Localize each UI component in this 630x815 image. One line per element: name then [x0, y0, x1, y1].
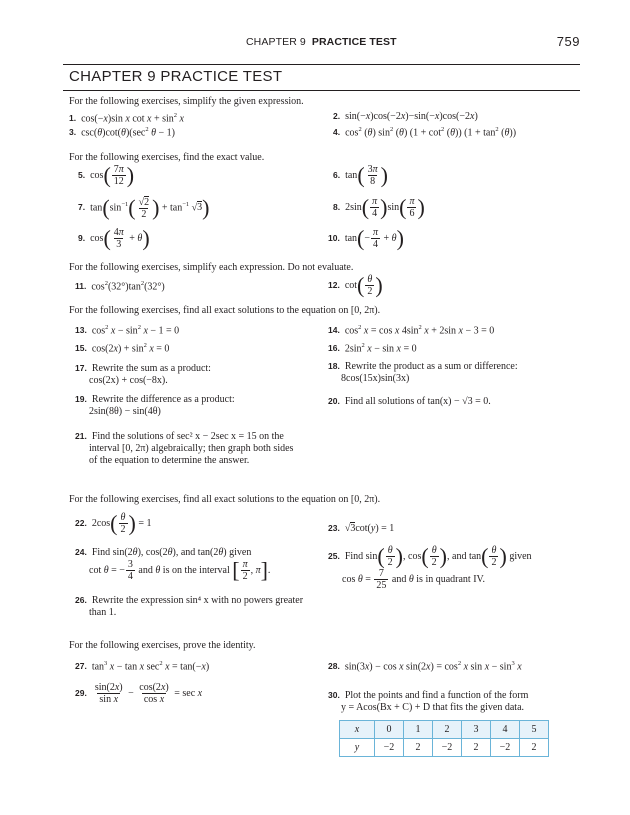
exercise-3: 3. $\csc(\theta)\cot(\theta)(\sec^2$ θ − 1) — [69, 126, 176, 139]
exercise-4: 4. $\cos^2 (\theta)$ $\sin^2 (\theta) (1 + \cot^2 (\theta)) (1 + \tan^2 (\theta))$ — [333, 126, 517, 139]
exercise-24: 24. Find sin(2θ), cos(2θ), and tan(2θ) given cot θ = − $\frac{3}{4}$ and θ is on the interval [ $\frac{\pi}{2}$ , π]. — [75, 547, 271, 583]
section-label: PRACTICE TEST — [311, 36, 397, 48]
exercise-23: 23. √3cot(y) = 1 — [328, 523, 395, 534]
table-header-x: x — [340, 721, 375, 739]
title-rule-top — [63, 64, 580, 65]
exercise-7: 7. $\tan(\sin^{-1}$( $\frac{√2}{2}$ ) + $\tan^{-1} √3$) — [78, 195, 210, 220]
data-table — [339, 720, 549, 757]
title-rule-bottom — [63, 90, 580, 91]
page-number: 759 — [556, 34, 580, 49]
exercise-12: 12. cot( $\frac{\theta}{2}$ ) — [328, 272, 383, 298]
exercise-2: 2. sin(−x)cos(−2x)−sin(−x)cos(−2x) — [333, 111, 478, 122]
table-cell: 3 — [462, 721, 491, 739]
table-cell: −2 — [433, 739, 462, 757]
table-cell: 5 — [520, 721, 549, 739]
exercise-15: 15. $\cos(2x) + \sin^2 x = 0$ — [75, 342, 170, 355]
exercise-28: 28. sin(3x) − cos x $\sin(2x) = \cos^2 x$ $\sin x - \sin^3 x$ — [328, 660, 522, 673]
table-cell: 0 — [375, 721, 404, 739]
exercise-1: 1. cos(−x)sin x $\cot x + \sin^2 x$ — [69, 112, 184, 125]
instruction-prove: For the following exercises, prove the identity. — [69, 640, 256, 651]
table-cell: 4 — [491, 721, 520, 739]
running-header — [246, 36, 397, 48]
chapter-label: CHAPTER 9 — [246, 36, 306, 48]
table-cell: 2 — [520, 739, 549, 757]
instruction-simplify: For the following exercises, simplify the given expression. — [69, 96, 304, 107]
exercise-9: 9. cos( $\frac{4\pi}{3}$ + θ) — [78, 225, 150, 251]
table-cell: 1 — [404, 721, 433, 739]
exercise-30: 30. Plot the points and find a function of the form y = Acos(Bx + C) + D that fits the given data. — [328, 690, 529, 713]
instruction-solutions-2: For the following exercises, find all exact solutions to the equation on [0, 2π). — [69, 494, 381, 505]
table-cell: −2 — [491, 739, 520, 757]
instruction-simplify-no-eval: For the following exercises, simplify each expression. Do not evaluate. — [69, 262, 354, 273]
table-cell: −2 — [375, 739, 404, 757]
page-title: CHAPTER 9 PRACTICE TEST — [69, 68, 283, 85]
exercise-22: 22. 2cos( $\frac{\theta}{2}$ ) = 1 — [75, 510, 152, 536]
table-row — [340, 721, 549, 739]
table-header-y: y — [340, 739, 375, 757]
exercise-18: 18. Rewrite the product as a sum or difference: 8cos(15x)sin(3x) — [328, 361, 518, 384]
exercise-10: 10. tan(− $\frac{\pi}{4}$ + θ) — [328, 225, 404, 251]
exercise-17: 17. Rewrite the sum as a product: cos(2x) + cos(−8x). — [75, 363, 211, 386]
exercise-20: 20. Find all solutions of tan(x) − √3 = 0. — [328, 396, 491, 407]
instruction-solutions-1: For the following exercises, find all exact solutions to the equation on [0, 2π). — [69, 305, 381, 316]
exercise-8: 8. 2sin( $\frac{\pi}{4}$ )sin( $\frac{\pi}{6}$ ) — [333, 194, 425, 220]
exercise-21: 21. Find the solutions of sec² x − 2sec x = 15 on the interval [0, 2π) algebraically; then graph both sides of the equation to determine the answer. — [75, 431, 294, 466]
exercise-11: 11. $\cos^2(32^\circ)\tan^2(32^\circ)$ — [75, 280, 165, 293]
exercise-25: 25. Find sin( $\frac{\theta}{2}$ ), cos( $\frac{\theta}{2}$ ), and tan( $\frac{\theta}{2}$ ) given cos θ = $\frac{7}{25}$ and θ is in quadrant IV. — [328, 543, 532, 591]
table-cell: 2 — [433, 721, 462, 739]
table-cell: 2 — [462, 739, 491, 757]
exercise-26: 26. Rewrite the expression sin⁴ x with no powers greater than 1. — [75, 595, 304, 618]
exercise-6: 6. tan( $\frac{3\pi}{8}$ ) — [333, 162, 388, 188]
exercise-27: 27. $\tan^3 x - \tan x$ $\sec^2 x = \tan(-x)$ — [75, 660, 210, 673]
table-cell: 2 — [404, 739, 433, 757]
exercise-16: 16. $2\sin^2$ x − sin x = 0 — [328, 342, 417, 355]
exercise-13: 13. $\cos^2 x - \sin^2 x - 1 = 0$ — [75, 324, 180, 337]
exercise-19: 19. Rewrite the difference as a product: 2sin(8θ) − sin(4θ) — [75, 394, 235, 417]
exercise-29: 29. $\frac{\sin(2x)}{\text{sin x}}$ − $\frac{\cos(2x)}{\text{cos x}}$ = sec x — [75, 682, 203, 705]
exercise-5: 5. cos( $\frac{7\pi}{12}$ ) — [78, 162, 135, 188]
instruction-exact-value: For the following exercises, find the exact value. — [69, 152, 265, 163]
table-row — [340, 739, 549, 757]
exercise-14: 14. $\cos^2 x = \cos x$ $4\sin^2$ x + 2sin x − 3 = 0 — [328, 324, 495, 337]
